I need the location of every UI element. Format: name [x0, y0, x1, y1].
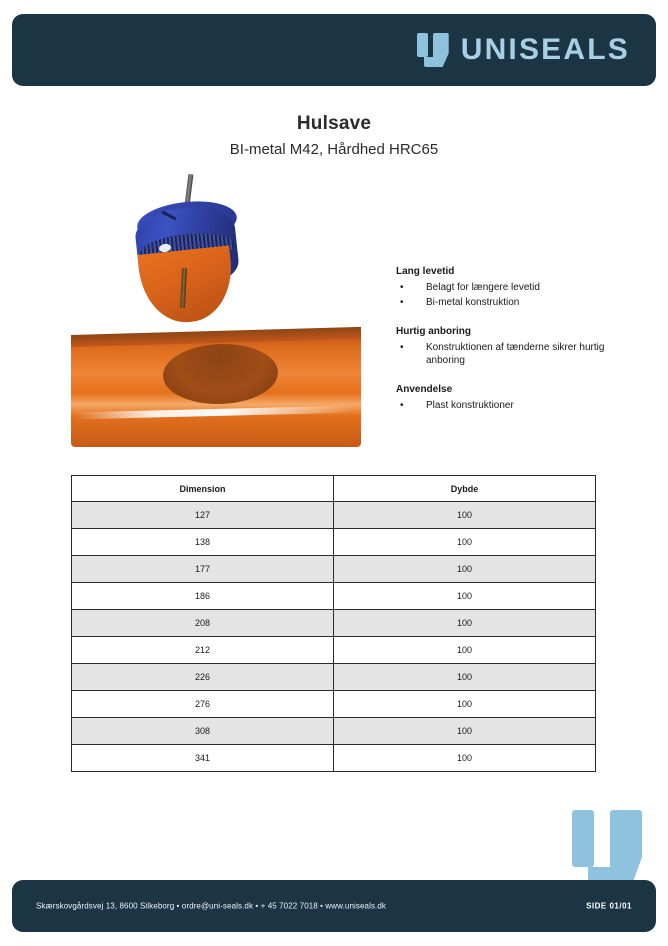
- table-header-row: [72, 476, 596, 502]
- cell-dybde: 100: [334, 745, 596, 772]
- page-subtitle: BI-metal M42, Hårdhed HRC65: [229, 141, 439, 158]
- product-media-area: [71, 172, 371, 447]
- column-header-dybde: Dybde: [334, 476, 596, 502]
- table-body: [72, 502, 596, 772]
- cell-dybde: 100: [334, 529, 596, 556]
- feature-bullet-text: Bi-metal konstruktion: [426, 296, 520, 308]
- feature-bullet-item: [396, 281, 616, 295]
- feature-bullet-list: [396, 281, 616, 310]
- page-footer-bar: [12, 880, 656, 932]
- table-row: [72, 610, 596, 637]
- saw-plug-shape: [137, 245, 236, 326]
- feature-group: [396, 384, 616, 413]
- pipe-drilled-hole-shape: [162, 342, 279, 406]
- feature-list-area: [396, 266, 616, 414]
- cell-dybde: 100: [334, 691, 596, 718]
- cell-dimension: 341: [72, 745, 334, 772]
- page-title: Hulsave: [296, 113, 372, 134]
- brand-wordmark: UNISEALS: [460, 33, 630, 66]
- table-row: [72, 718, 596, 745]
- cell-dybde: 100: [334, 502, 596, 529]
- pipe-highlight-shape: [75, 406, 353, 420]
- u-mark-left-bar: [417, 33, 428, 57]
- feature-group-heading: Anvendelse: [396, 384, 453, 396]
- bullet-icon: •: [400, 296, 404, 308]
- feature-bullet-item: [396, 296, 616, 310]
- cell-dimension: 212: [72, 637, 334, 664]
- cell-dimension: 208: [72, 610, 334, 637]
- cell-dybde: 100: [334, 610, 596, 637]
- bullet-icon: •: [400, 341, 404, 353]
- pipe-image: [71, 335, 361, 447]
- feature-bullet-list: [396, 341, 616, 369]
- table-row: [72, 745, 596, 772]
- table-row: [72, 637, 596, 664]
- uniseals-u-mark-icon: [416, 33, 450, 67]
- table-header: [72, 476, 596, 502]
- specification-table: [71, 475, 596, 772]
- table-row: [72, 664, 596, 691]
- table-row: [72, 529, 596, 556]
- cell-dimension: 186: [72, 583, 334, 610]
- cell-dybde: 100: [334, 556, 596, 583]
- cell-dimension: 138: [72, 529, 334, 556]
- column-header-dimension: Dimension: [72, 476, 334, 502]
- table-row: [72, 583, 596, 610]
- cell-dimension: 226: [72, 664, 334, 691]
- cell-dimension: 308: [72, 718, 334, 745]
- feature-group-heading: Lang levetid: [396, 266, 455, 277]
- footer-page-number: SIDE 01/01: [586, 901, 632, 911]
- hole-saw-image: [129, 172, 249, 332]
- feature-bullet-text: Konstruktionen af tænderne sikrer hurtig anboring: [426, 341, 605, 367]
- bullet-icon: •: [400, 400, 404, 412]
- cell-dybde: 100: [334, 664, 596, 691]
- feature-bullet-list: [396, 399, 616, 413]
- feature-bullet-item: [396, 399, 616, 413]
- cell-dimension: 177: [72, 556, 334, 583]
- feature-group: [396, 326, 616, 369]
- cell-dybde: 100: [334, 718, 596, 745]
- feature-bullet-item: [396, 341, 616, 369]
- watermark-left-bar: [572, 810, 594, 867]
- brand-logo: [416, 33, 630, 67]
- feature-bullet-text: Plast konstruktioner: [426, 400, 514, 412]
- u-mark-right-bar: [433, 33, 449, 67]
- table-row: [72, 502, 596, 529]
- page-header-bar: [12, 14, 656, 86]
- feature-group-heading: Hurtig anboring: [396, 325, 471, 337]
- feature-bullet-text: Belagt for længere levetid: [426, 282, 540, 293]
- cell-dybde: 100: [334, 637, 596, 664]
- title-block: [0, 113, 668, 158]
- cell-dimension: 127: [72, 502, 334, 529]
- cell-dybde: 100: [334, 583, 596, 610]
- feature-group: [396, 266, 616, 310]
- footer-contact-text: Skærskovgårdsvej 13, 8600 Silkeborg • ordre@uni-seals.dk • + 45 7022 7018 • www.uniseals.dk: [36, 901, 387, 911]
- cell-dimension: 276: [72, 691, 334, 718]
- table-row: [72, 556, 596, 583]
- bullet-icon: •: [400, 282, 404, 293]
- table-row: [72, 691, 596, 718]
